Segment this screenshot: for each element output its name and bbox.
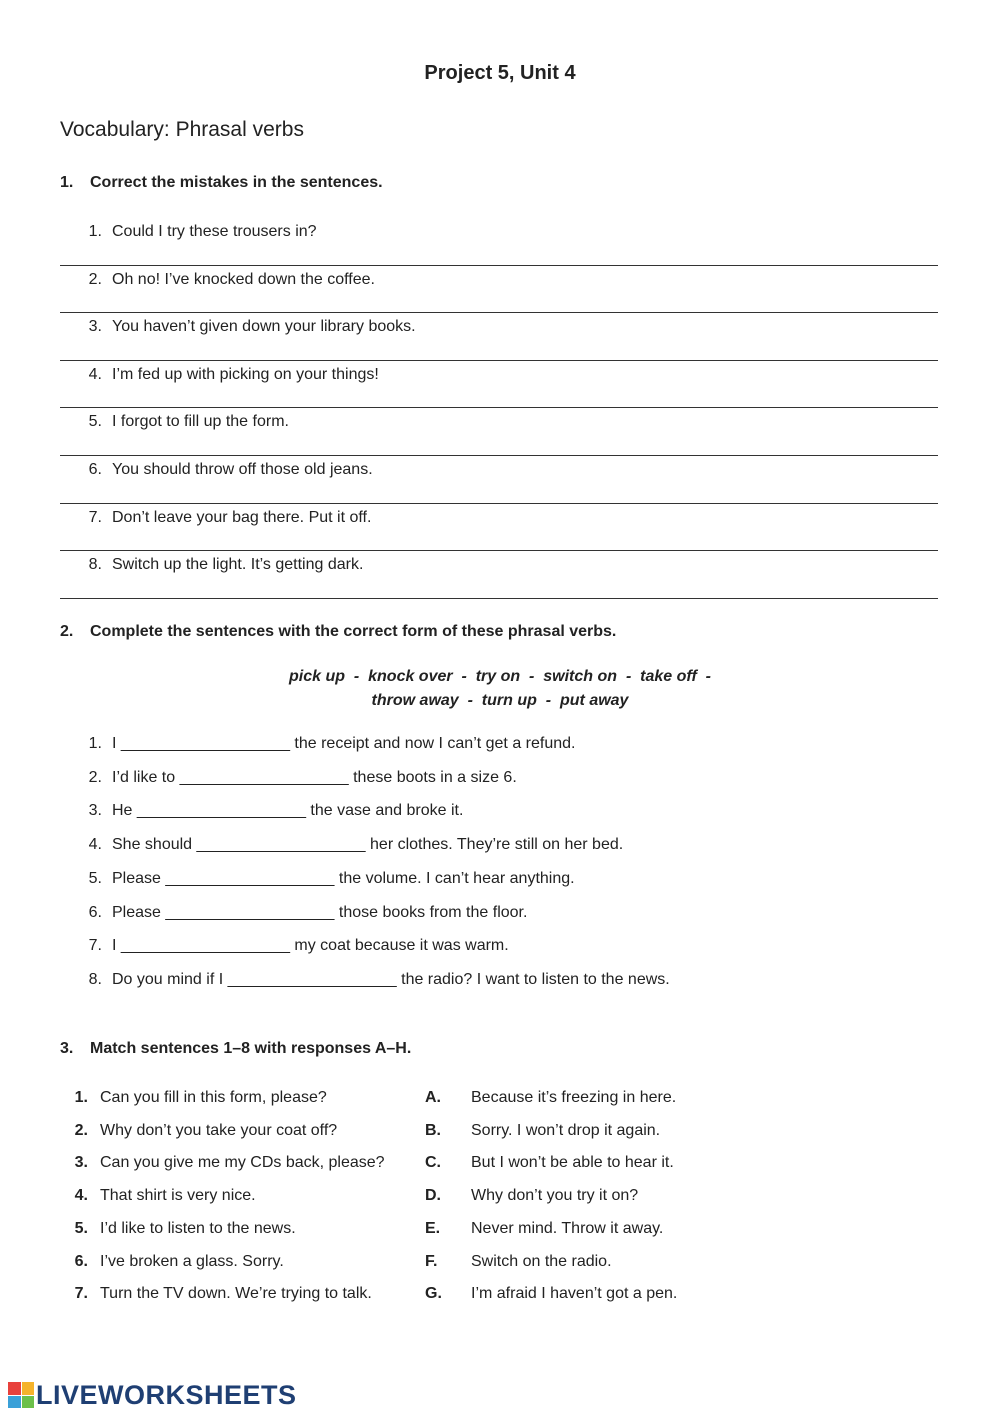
fill-in-sentence[interactable] [60, 769, 517, 787]
item-number: 1. [74, 1089, 88, 1106]
item-number: 6. [88, 461, 102, 478]
sentence-text: I’d like to listen to the news. [100, 1219, 296, 1237]
item-number: 4. [88, 365, 102, 383]
exercise-3-heading [60, 1040, 411, 1058]
sentence-text: Why don’t you take your coat off? [100, 1121, 338, 1139]
answer-line[interactable] [60, 340, 938, 360]
item-number: 4. [88, 836, 102, 854]
correction-row [60, 503, 938, 552]
exercise-number: 3. [60, 1040, 74, 1057]
item-number: 7. [88, 508, 102, 526]
logo-square [8, 1382, 21, 1395]
sentence-text: She should ___________________ her clothes. They’re still on her bed. [112, 836, 624, 854]
sentence-text: Can you give me my CDs back, please? [100, 1154, 385, 1172]
sentence-text: I’m fed up with picking on your things! [112, 365, 379, 383]
sentence-text: He ___________________ the vase and broke it. [112, 802, 464, 820]
answer-line[interactable] [60, 530, 938, 550]
sentence [60, 461, 373, 479]
item-number: 2. [74, 1121, 88, 1139]
item-number: 5. [74, 1219, 88, 1237]
page-title: Project 5, Unit 4 [424, 62, 576, 84]
sentence-text: I’d like to ___________________ these boots in a size 6. [112, 768, 517, 786]
fill-in-sentence[interactable] [60, 937, 509, 955]
match-sentence[interactable] [60, 1089, 327, 1107]
sentence [60, 271, 375, 289]
answer-line[interactable] [60, 245, 938, 265]
correction-row [60, 312, 938, 361]
fill-in-sentence[interactable] [60, 870, 575, 888]
item-number: 6. [74, 1252, 88, 1270]
fill-in-sentence[interactable] [60, 802, 463, 820]
exercise-number: 1. [60, 174, 74, 191]
exercise-instruction: Match sentences 1–8 with responses A–H. [90, 1040, 412, 1057]
sentence-text: Switch up the light. It’s getting dark. [112, 556, 364, 574]
response-letter: A. [425, 1089, 441, 1106]
response-text: But I won’t be able to hear it. [471, 1154, 674, 1172]
exercise-1-heading [60, 174, 383, 192]
correction-row [60, 407, 938, 456]
response-letter: F. [425, 1252, 438, 1270]
match-response[interactable] [425, 1187, 638, 1205]
response-text: I’m afraid I haven’t got a pen. [471, 1285, 678, 1303]
match-response[interactable] [425, 1253, 612, 1271]
correction-row [60, 550, 938, 599]
response-text: Because it’s freezing in here. [471, 1089, 677, 1106]
sentence [60, 556, 363, 574]
answer-line[interactable] [60, 578, 938, 598]
response-text: Why don’t you try it on? [471, 1187, 639, 1205]
item-number: 6. [88, 903, 102, 921]
response-letter: C. [425, 1154, 441, 1172]
logo-text: LIVEWORKSHEETS [36, 1379, 297, 1410]
sentence-text: You haven’t given down your library books. [112, 318, 416, 336]
item-number: 8. [88, 556, 102, 574]
exercise-2-heading [60, 623, 616, 641]
match-response[interactable] [425, 1285, 677, 1303]
match-sentence[interactable] [60, 1154, 385, 1172]
sentence-text: You should throw off those old jeans. [112, 461, 373, 478]
match-response[interactable] [425, 1089, 676, 1107]
match-response[interactable] [425, 1220, 663, 1238]
item-number: 3. [88, 318, 102, 336]
sentence-text: I ___________________ my coat because it was warm. [112, 937, 509, 955]
response-letter: E. [425, 1219, 441, 1237]
fill-in-sentence[interactable] [60, 971, 670, 989]
answer-line[interactable] [60, 435, 938, 455]
verbs-line-1: pick up - knock over - try on - switch on - take off - [289, 668, 711, 685]
match-response[interactable] [425, 1154, 674, 1172]
logo-square [8, 1396, 21, 1409]
correction-row [60, 217, 938, 266]
correction-row [60, 265, 938, 314]
response-text: Never mind. Throw it away. [471, 1219, 664, 1237]
verbs-line-2: throw away - turn up - put away [371, 692, 629, 709]
answer-line[interactable] [60, 292, 938, 312]
sentence-text: Oh no! I’ve knocked down the coffee. [112, 270, 375, 288]
item-number: 1. [88, 223, 102, 240]
sentence [60, 413, 289, 431]
sentence [60, 223, 317, 241]
fill-in-sentence[interactable] [60, 735, 575, 753]
item-number: 7. [88, 937, 102, 955]
item-number: 5. [88, 869, 102, 887]
item-number: 3. [88, 802, 102, 820]
match-sentence[interactable] [60, 1253, 284, 1271]
phrasal-verb-box [0, 665, 1000, 713]
fill-in-sentence[interactable] [60, 836, 623, 854]
page-subtitle: Vocabulary: Phrasal verbs [60, 118, 304, 141]
answer-line[interactable] [60, 483, 938, 503]
exercise-instruction: Complete the sentences with the correct form of these phrasal verbs. [90, 623, 617, 640]
item-number: 3. [74, 1154, 88, 1172]
sentence-text: Turn the TV down. We’re trying to talk. [100, 1285, 372, 1303]
item-number: 5. [88, 413, 102, 431]
correction-row [60, 455, 938, 504]
match-response[interactable] [425, 1122, 660, 1140]
sentence-text: I ___________________ the receipt and now I can’t get a refund. [112, 735, 576, 752]
answer-line[interactable] [60, 387, 938, 407]
match-sentence[interactable] [60, 1220, 296, 1238]
sentence-text: Don’t leave your bag there. Put it off. [112, 508, 372, 526]
item-number: 7. [74, 1285, 88, 1303]
sentence [60, 318, 416, 336]
item-number: 2. [88, 768, 102, 786]
sentence-text: I forgot to fill up the form. [112, 413, 289, 431]
response-text: Switch on the radio. [471, 1252, 612, 1270]
response-letter: D. [425, 1187, 441, 1205]
sentence-text: Can you fill in this form, please? [100, 1089, 327, 1106]
sentence-text: That shirt is very nice. [100, 1187, 256, 1205]
sentence [60, 366, 379, 384]
exercise-number: 2. [60, 623, 74, 640]
sentence-text: Please ___________________ the volume. I can’t hear anything. [112, 869, 575, 887]
fill-in-sentence[interactable] [60, 904, 527, 922]
logo-mark-icon [8, 1382, 34, 1408]
logo-square [22, 1382, 35, 1395]
logo-square [22, 1396, 35, 1409]
item-number: 1. [88, 735, 102, 752]
correction-row [60, 360, 938, 409]
match-sentence[interactable] [60, 1122, 337, 1140]
sentence-text: Do you mind if I ___________________ the radio? I want to listen to the news. [112, 970, 670, 988]
sentence [60, 509, 371, 527]
response-letter: B. [425, 1121, 441, 1139]
response-text: Sorry. I won’t drop it again. [471, 1121, 661, 1139]
sentence-text: I’ve broken a glass. Sorry. [100, 1252, 284, 1270]
item-number: 4. [74, 1187, 88, 1205]
sentence-text: Could I try these trousers in? [112, 223, 317, 240]
sentence-text: Please ___________________ those books from the floor. [112, 903, 528, 921]
response-letter: G. [425, 1285, 442, 1303]
match-sentence[interactable] [60, 1285, 372, 1303]
match-sentence[interactable] [60, 1187, 256, 1205]
exercise-instruction: Correct the mistakes in the sentences. [90, 174, 383, 191]
item-number: 2. [88, 270, 102, 288]
liveworksheets-logo[interactable] [8, 1380, 297, 1410]
item-number: 8. [88, 970, 102, 988]
